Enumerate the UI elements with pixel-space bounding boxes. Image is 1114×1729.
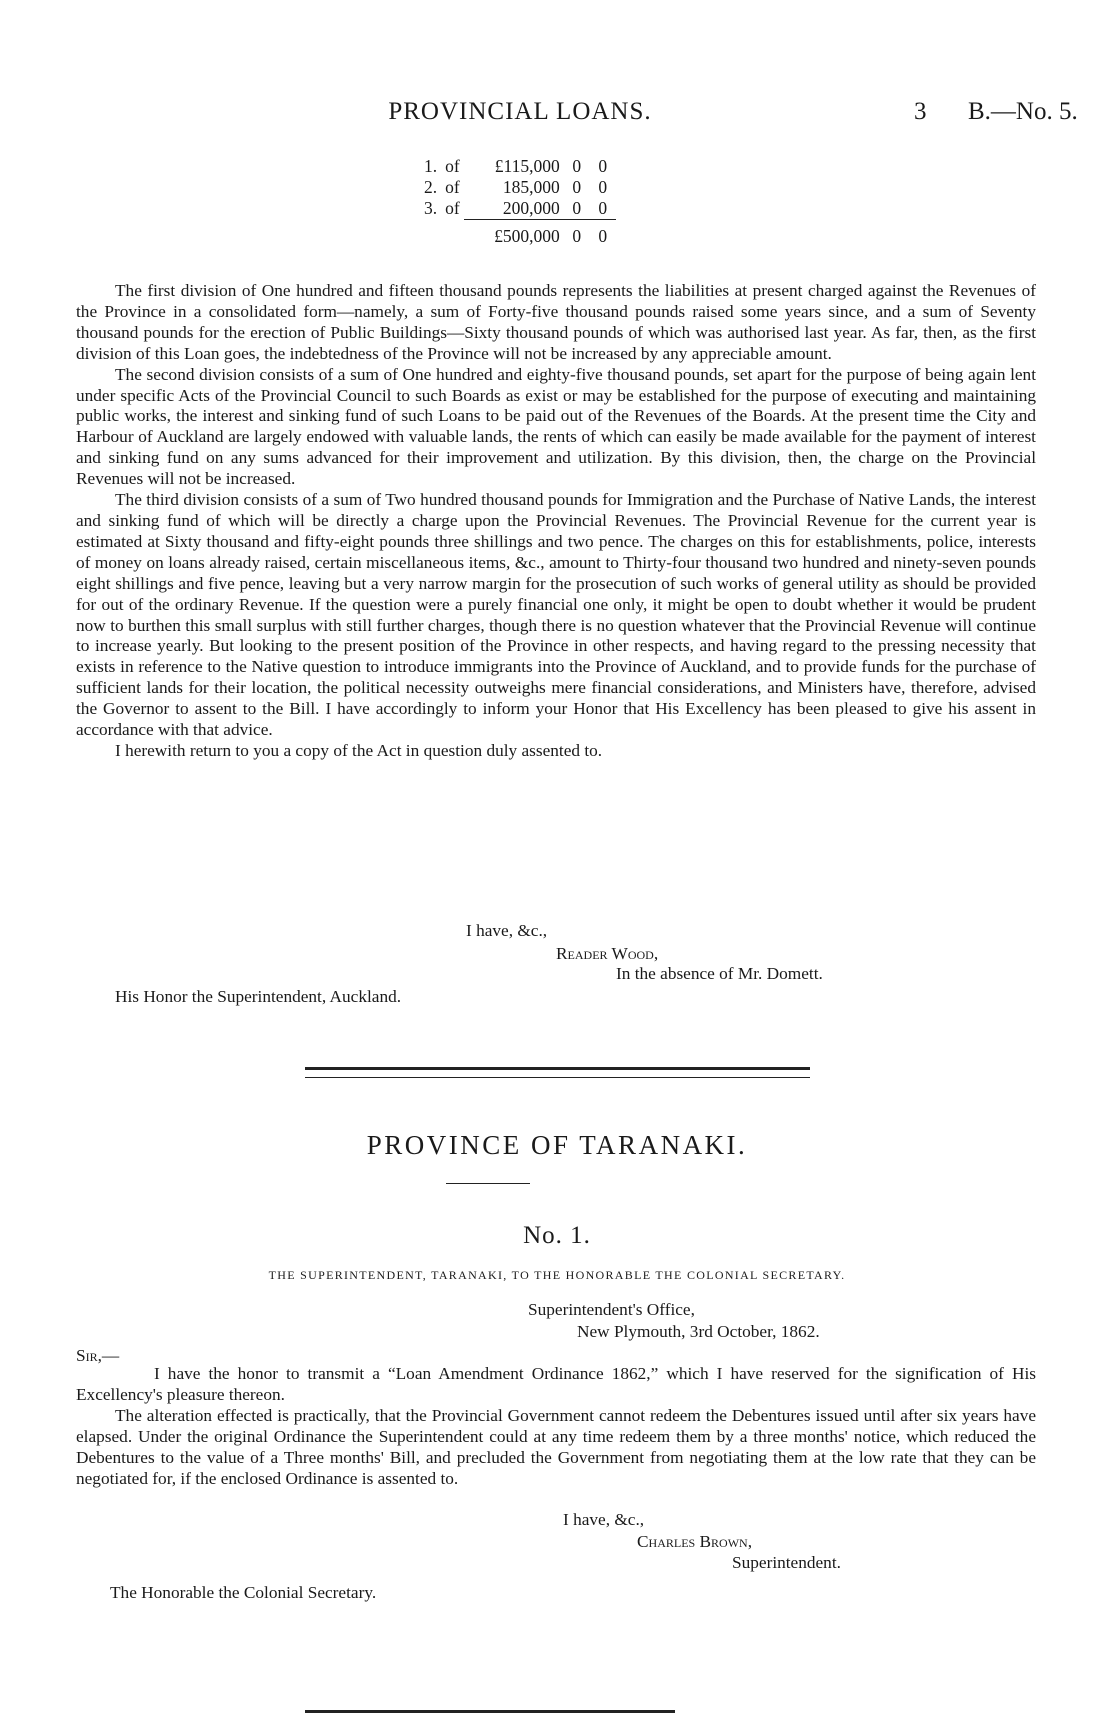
letter-place-date: New Plymouth, 3rd October, 1862. bbox=[577, 1322, 820, 1341]
loan-row-of: of bbox=[445, 177, 460, 197]
document-number: No. 1. bbox=[523, 1222, 591, 1249]
loan-row-of: of bbox=[445, 156, 460, 176]
loan-row bbox=[420, 177, 616, 198]
loan-row-pence: 0 bbox=[598, 177, 608, 197]
section-divider bbox=[305, 1067, 810, 1078]
body-paragraph: The alteration effected is practically, that the Provincial Government cannot redeem the Debentures issued until after six years have elapsed. Under the original Ordinance the Superintendent could at any time redeem them by a three months' notice, which reduced the Debentures to the value of a Three months' Bill, and precluded the Government from negotiating them at the low rate that they can be negotiated for, if the enclosed Ordinance is assented to. bbox=[76, 1405, 1036, 1488]
loan-row-shillings: 0 bbox=[572, 177, 582, 197]
body-paragraph: The second division consists of a sum of One hundred and eighty-five thousand pounds, set apart for the purpose of being again lent under specific Acts of the Provincial Council to such Boards as exist or may be established for the purpose of executing and maintaining public works, the interest and sinking fund of such Loans to be paid out of the Revenues of the Boards. At the present time the City and Harbour of Auckland are largely endowed with valuable lands, the rents of which can easily be made available for the payment of interest and sinking fund on any sums advanced for their improvement and utilization. By this division, then, the charge on the Provincial Revenues will not be increased. bbox=[76, 364, 1036, 489]
loan-row-shillings: 0 bbox=[572, 198, 582, 218]
letter-closing: I have, &c., bbox=[466, 921, 548, 940]
signatory-note: In the absence of Mr. Domett. bbox=[616, 964, 823, 983]
page-header-title: PROVINCIAL LOANS. bbox=[388, 98, 652, 125]
loan-total-amount: £500,000 bbox=[464, 220, 564, 248]
letter-closing: I have, &c., bbox=[563, 1510, 645, 1529]
page-number: 3 bbox=[914, 98, 927, 125]
loan-total-pence: 0 bbox=[590, 220, 616, 248]
body-paragraph: The third division consists of a sum of Two hundred thousand pounds for Immigration and the Purchase of Native Lands, the interest and sinking fund of which will be directly a charge upon the Provincial Revenues. The Provincial Revenue for the current year is estimated at Sixty thousand and fifty-eight pounds three shillings and two pence. The charges on this for establishments, police, interests of money on loans already raised, certain miscellaneous items, &c., amount to Thirty-four thousand two hundred and ninety-seven pounds eight shillings and five pence, leaving but a very narrow margin for the prosecution of such works of general utility as should be provided for out of the ordinary Revenue. If the question were a purely financial one only, it might be open to doubt whether it would be prudent now to burthen this small surplus with still further charges, though there is no question whatever that the Provincial Revenue will continue to increase yearly. But looking to the present position of the Province in other respects, and having regard to the pressing necessity that exists in reference to the Native question to introduce immigrants into the Province of Auckland, and to provide funds for the purchase of sufficient lands for their location, the political necessity outweighs mere financial considerations, and Ministers have, therefore, advised the Governor to assent to the Bill. I have accordingly to inform your Honor that His Excellency has been pleased to give his assent in accordance with that advice. bbox=[76, 490, 1036, 740]
loan-row-index: 1. bbox=[424, 156, 438, 176]
loan-row bbox=[420, 198, 616, 220]
body-paragraph: The first division of One hundred and fifteen thousand pounds represents the liabilities at present charged against the Revenues of the Province in a consolidated form—namely, a sum of Forty-five thousand pounds raised some years since, and a sum of Seventy thousand pounds for the erection of Public Buildings—Sixty thousand pounds of which was authorised last year. As far, then, as the first division of this Loan goes, the indebtedness of the Province will not be increased by any appreciable amount. bbox=[76, 281, 1036, 363]
page-end-rule bbox=[305, 1710, 675, 1718]
signatory-title: Superintendent. bbox=[732, 1553, 841, 1572]
body-paragraph: I have the honor to transmit a “Loan Amendment Ordinance 1862,” which I have reserved for the signification of His Excellency's pleasure thereon. bbox=[76, 1364, 1036, 1404]
loan-total-shillings: 0 bbox=[564, 220, 590, 248]
letter-office: Superintendent's Office, bbox=[528, 1300, 695, 1319]
loan-row-amount: 185,000 bbox=[502, 177, 560, 197]
loan-division-table bbox=[420, 156, 616, 247]
loan-total-row bbox=[420, 220, 616, 248]
section-title: PROVINCE OF TARANAKI. bbox=[366, 1130, 748, 1160]
letter-addressee: His Honor the Superintendent, Auckland. bbox=[115, 987, 402, 1006]
loan-row-pence: 0 bbox=[598, 198, 608, 218]
letter-body bbox=[76, 281, 1036, 762]
loan-row-amount: £115,000 bbox=[494, 156, 560, 176]
body-paragraph: I herewith return to you a copy of the Act in question duly assented to. bbox=[115, 740, 603, 760]
loan-row-shillings: 0 bbox=[572, 156, 582, 176]
loan-row bbox=[420, 156, 616, 177]
loan-row-index: 2. bbox=[424, 177, 438, 197]
loan-row-of: of bbox=[445, 198, 460, 219]
letter-body bbox=[76, 1364, 1036, 1489]
loan-row-amount: 200,000 bbox=[502, 198, 560, 218]
document-reference: B.—No. 5. bbox=[968, 98, 1078, 125]
signatory-name: Reader Wood, bbox=[556, 944, 659, 963]
signatory-name: Charles Brown, bbox=[637, 1532, 753, 1551]
loan-row-index: 3. bbox=[424, 198, 438, 219]
loan-row-pence: 0 bbox=[598, 156, 608, 176]
letter-salutation: Sir,— bbox=[76, 1346, 120, 1365]
title-underline bbox=[446, 1183, 530, 1184]
letter-addressee: The Honorable the Colonial Secretary. bbox=[110, 1583, 377, 1602]
document-subtitle: THE SUPERINTENDENT, TARANAKI, TO THE HONORABLE THE COLONIAL SECRETARY. bbox=[268, 1268, 846, 1282]
